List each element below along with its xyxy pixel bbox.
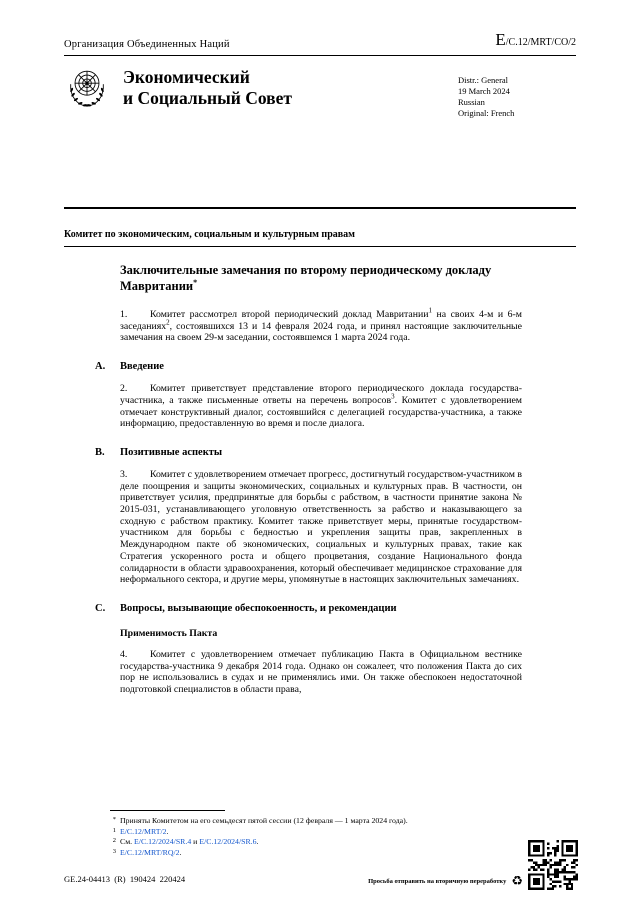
paragraph [120, 306, 523, 344]
text-run: . Комитет с удовлетворением отмечает конструктивный диалог, состоявшийся с делегацией государства-участника, а также информацию, предоставленную во время и после диалога. [120, 394, 522, 430]
thick-divider [64, 207, 576, 209]
text-run: на своих 4-м и 6-м заседаниях [120, 309, 523, 332]
footnote-marker: 2 [112, 837, 116, 844]
council-title [123, 65, 458, 119]
document-body [95, 263, 523, 696]
header-bar [64, 30, 576, 56]
council-title-line2: и Социальный Совет [123, 88, 292, 108]
section-heading [95, 361, 522, 372]
section-letter: A. [95, 361, 106, 373]
footnote-ref: 1 [428, 306, 432, 315]
text-run: Комитет с удовлетворением отмечает прогресс, достигнутый государством-участником в деле поощрения и защиты экономических, социальных и культурных прав. В частности, он приветствует усилия, предпринятые для борьбы с рабством, в частности принятие закона № 2015-031, устанавливающего уголовную ответственность за рабство и наказывающего за сходную с рабством практику. Комитет также приветствует меры, принятые государством-участником для борьбы с бедностью и укрепления защиты прав, закрепленных в Международном пакте об экономических, социальных и культурных правах, такие как Стратегия ускоренного роста и общего процветания, создание Национального фонда солидарности в области здравоохранения, который обеспечивает медицинское страхование для неформального сектора, и другие меры, упомянутые в настоящих заключительных замечаниях. [120, 468, 522, 586]
document-symbol-rest: /C.12/MRT/CO/2 [505, 37, 576, 48]
footnote-ref: * [193, 277, 198, 287]
document-symbol-letter: E [495, 30, 506, 49]
job-number: GE.24-04413 (R) 190424 220424 [64, 874, 186, 884]
text-run: Приняты Комитетом на его семьдесят пятой сессии (12 февраля — 1 марта 2024 года). [120, 816, 408, 825]
footnote-marker: * [112, 816, 116, 823]
text-run: Комитет рассмотрел второй периодический доклад Мавритании [150, 309, 429, 320]
organization-name: Организация Объединенных Наций [64, 39, 230, 50]
footnote-ref: 3 [391, 392, 395, 401]
section-title: Позитивные аспекты [120, 446, 223, 458]
paragraph-number: 3. [120, 468, 128, 480]
paragraph-number: 4. [120, 648, 128, 660]
recycle-icon: ♻ [511, 874, 523, 889]
text-run: . [166, 826, 169, 836]
language-line: Russian [458, 97, 485, 107]
section-heading [95, 447, 522, 458]
committee-name: Комитет по экономическим, социальным и культурным правам [64, 229, 576, 247]
text-run: и [191, 837, 200, 846]
masthead [64, 65, 576, 119]
text-run: Комитет приветствует представление второго периодического доклада государства-участника, а также письменные ответы на перечень вопросов [120, 383, 522, 406]
document-link[interactable]: E/C.12/2024/SR.6 [199, 837, 257, 846]
document-link[interactable]: E/C.12/2024/SR.4 [134, 837, 192, 846]
paragraph [120, 469, 522, 586]
distribution-block [458, 65, 576, 119]
section-letter: B. [95, 446, 105, 458]
footnote-marker: 3 [112, 847, 116, 855]
text-run: . [256, 837, 259, 846]
document-symbol [495, 30, 576, 50]
text-run: . [179, 847, 182, 857]
distr-line: Distr.: General [458, 75, 509, 85]
footnote-ref: 2 [166, 318, 170, 327]
text-run: См. [120, 837, 135, 846]
paragraph-number: 2. [120, 383, 128, 395]
text-run: Комитет с удовлетворением отмечает публикацию Пакта в Официальном вестнике государства-участника 9 декабря 2014 года. Однако он сожалеет, что положения Пакта до сих пор не использовались в судах и не применялись ими. Он также обеспокоен недостаточной подготовкой специалистов в области права, [120, 648, 522, 696]
text-run: , состоявшихся 13 и 14 февраля 2024 года, и принял настоящие заключительные замечания на своем 29-м заседании, состоявшемся 1 марта 2024 года. [120, 320, 522, 344]
un-emblem-icon [64, 65, 110, 111]
document-title [120, 263, 522, 294]
footnote [104, 816, 576, 827]
footer-eco-group [368, 840, 578, 890]
footnote-text [120, 816, 576, 827]
qr-code [528, 840, 578, 890]
section-heading [95, 603, 522, 614]
footnote-text [120, 827, 576, 838]
subheading: Применимость Пакта [120, 627, 218, 639]
original-language-line: Original: French [458, 108, 515, 118]
recycle-note: Просьба отправить на вторичную переработку [368, 878, 507, 885]
footnote-divider [110, 810, 225, 811]
paragraph [120, 383, 522, 430]
document-link[interactable]: E/C.12/MRT/RQ/2 [120, 847, 180, 857]
paragraph [120, 649, 522, 696]
footnote [104, 827, 576, 838]
council-title-line1: Экономический [123, 67, 250, 87]
footnote-marker: 1 [112, 826, 116, 834]
section-title: Введение [120, 361, 164, 373]
document-link[interactable]: E/C.12/MRT/2 [120, 826, 167, 836]
text-run: Заключительные замечания по второму периодическому докладу Мавритании [120, 263, 492, 293]
section-title: Вопросы, вызывающие обеспокоенность, и рекомендации [120, 602, 397, 614]
date-line: 19 March 2024 [458, 86, 510, 96]
paragraph-number: 1. [120, 309, 128, 320]
section-letter: C. [95, 602, 106, 614]
